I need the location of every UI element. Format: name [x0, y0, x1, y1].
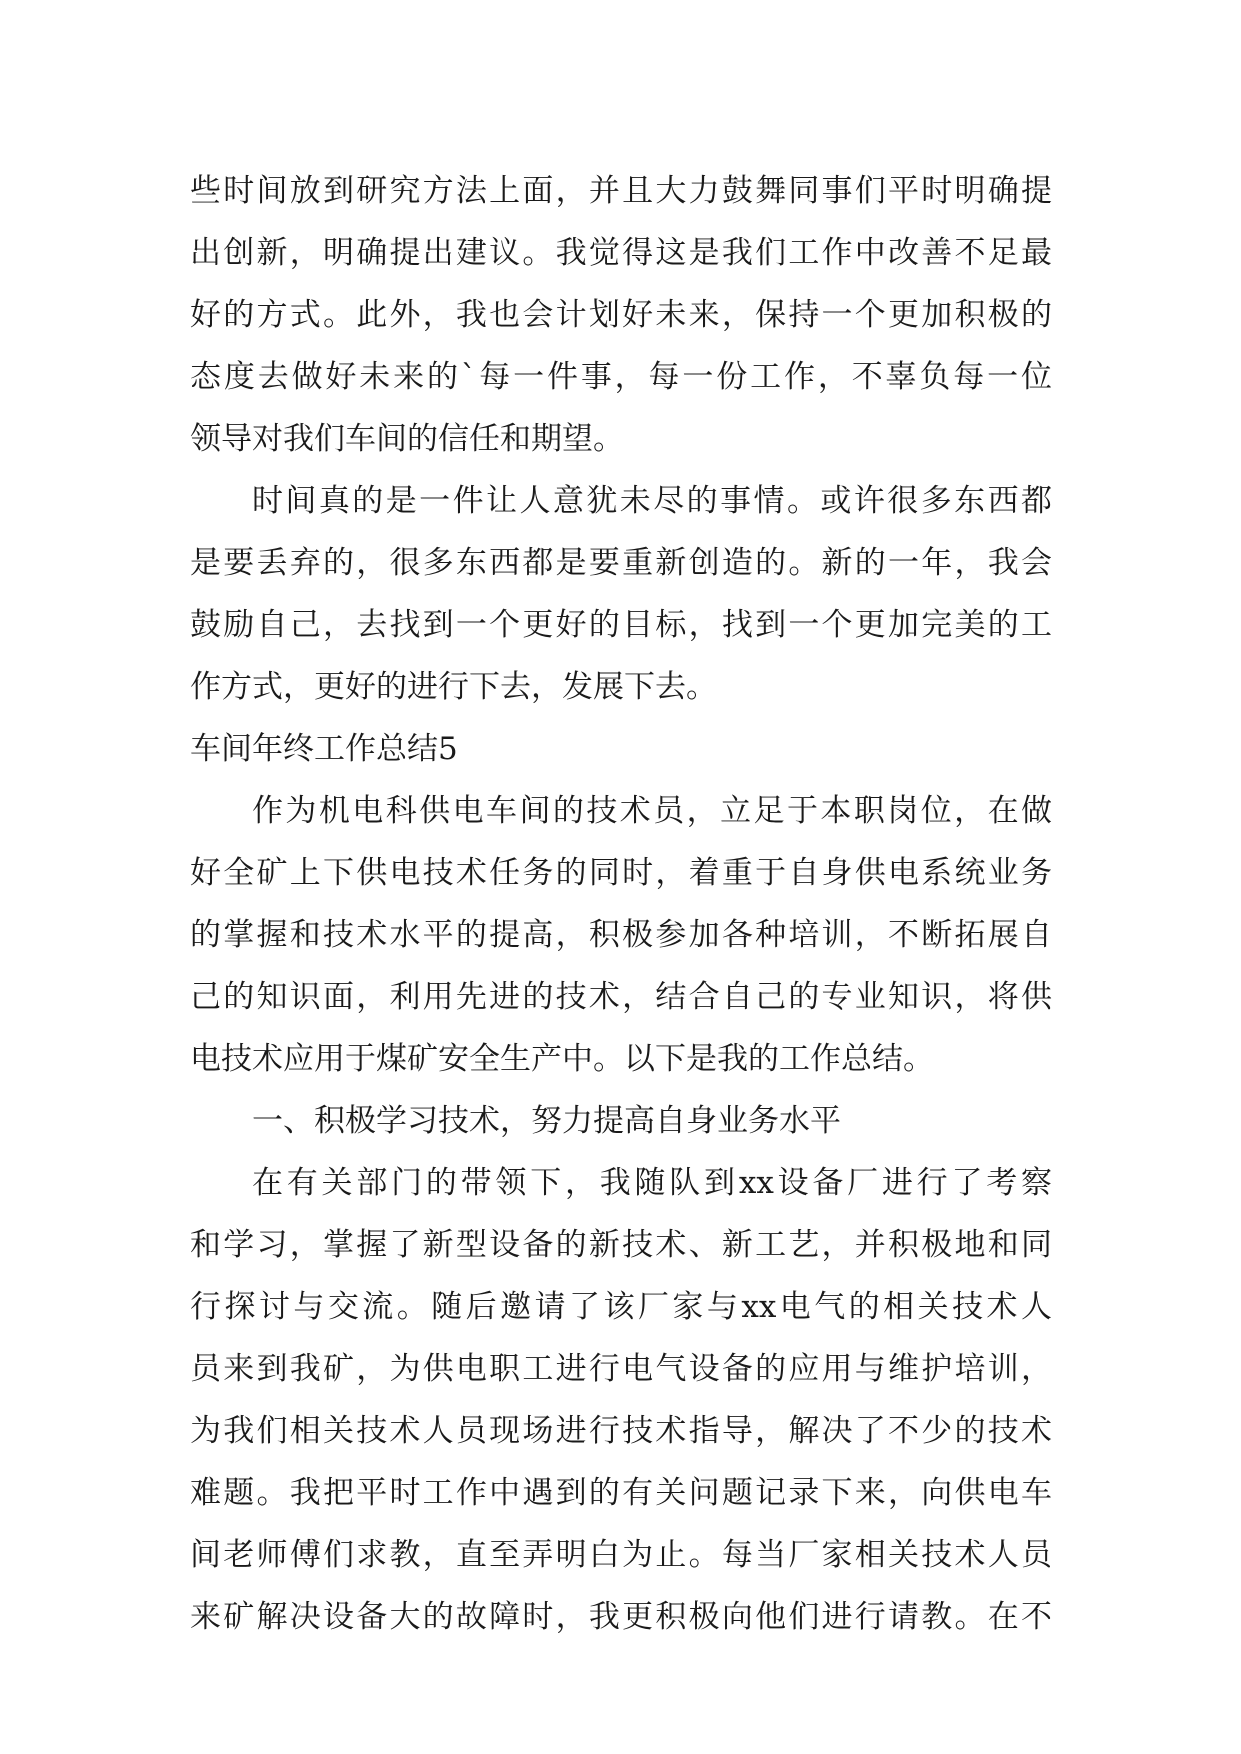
body-text: [190, 160, 1052, 1648]
section-heading: 车间年终工作总结5: [190, 731, 458, 767]
text-line: 行探讨与交流。随后邀请了该厂家与xx电气的相关技术人: [190, 1289, 1052, 1325]
text-line: 和学习，掌握了新型设备的新技术、新工艺，并积极地和同: [190, 1227, 1052, 1263]
text-line: 来矿解决设备大的故障时，我更积极向他们进行请教。在不: [190, 1599, 1052, 1635]
text-line: 员来到我矿，为供电职工进行电气设备的应用与维护培训，: [190, 1351, 1052, 1387]
text-line: 好的方式。此外，我也会计划好未来，保持一个更加积极的: [190, 297, 1052, 333]
text-line: 作方式，更好的进行下去，发展下去。: [190, 669, 717, 705]
text-line: 时间真的是一件让人意犹未尽的事情。或许很多东西都: [252, 483, 1052, 519]
text-line: 鼓励自己，去找到一个更好的目标，找到一个更加完美的工: [190, 607, 1052, 643]
text-line: 电技术应用于煤矿安全生产中。以下是我的工作总结。: [190, 1041, 934, 1077]
text-line: 领导对我们车间的信任和期望。: [190, 421, 624, 457]
text-line: 好全矿上下供电技术任务的同时，着重于自身供电系统业务: [190, 855, 1052, 891]
text-line: 作为机电科供电车间的技术员，立足于本职岗位，在做: [252, 793, 1052, 829]
text-line: 在有关部门的带领下，我随队到xx设备厂进行了考察: [252, 1165, 1052, 1201]
text-line: 己的知识面，利用先进的技术，结合自己的专业知识，将供: [190, 979, 1052, 1015]
text-line: 间老师傅们求教，直至弄明白为止。每当厂家相关技术人员: [190, 1537, 1052, 1573]
subsection-heading: 一、积极学习技术，努力提高自身业务水平: [252, 1103, 841, 1139]
text-line: 出创新，明确提出建议。我觉得这是我们工作中改善不足最: [190, 235, 1052, 271]
text-line: 态度去做好未来的`每一件事，每一份工作，不辜负每一位: [190, 359, 1052, 395]
text-line: 的掌握和技术水平的提高，积极参加各种培训，不断拓展自: [190, 917, 1052, 953]
text-line: 是要丢弃的，很多东西都是要重新创造的。新的一年，我会: [190, 545, 1052, 581]
text-line: 些时间放到研究方法上面，并且大力鼓舞同事们平时明确提: [190, 173, 1052, 209]
text-line: 难题。我把平时工作中遇到的有关问题记录下来，向供电车: [190, 1475, 1052, 1511]
text-line: 为我们相关技术人员现场进行技术指导，解决了不少的技术: [190, 1413, 1052, 1449]
